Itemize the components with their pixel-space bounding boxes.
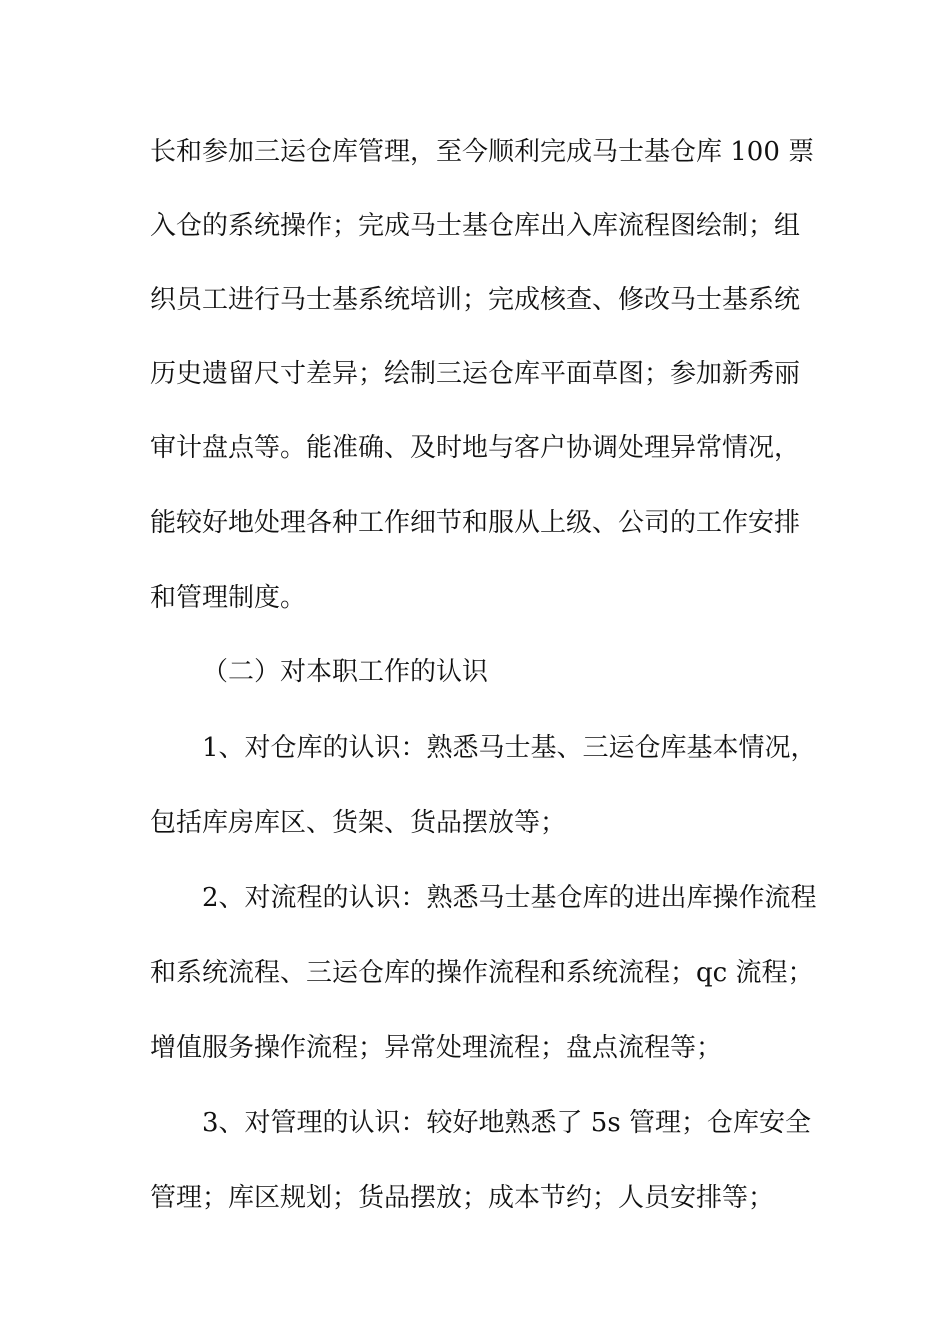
paragraph-line: 管理；库区规划；货品摆放；成本节约；人员安排等； — [150, 1183, 775, 1213]
section-heading: （二）对本职工作的认识 — [202, 657, 489, 687]
paragraph-line: 和管理制度。 — [150, 583, 307, 613]
paragraph-line: 历史遗留尺寸差异；绘制三运仓库平面草图；参加新秀丽 — [150, 359, 801, 389]
paragraph-line: 能较好地处理各种工作细节和服从上级、公司的工作安排 — [150, 508, 801, 538]
paragraph-line: 3、对管理的认识：较好地熟悉了 5s 管理；仓库安全 — [202, 1108, 811, 1138]
paragraph-line: 审计盘点等。能准确、及时地与客户协调处理异常情况， — [150, 433, 801, 463]
paragraph-line: 包括库房库区、货架、货品摆放等； — [150, 808, 567, 838]
paragraph-line: 织员工进行马士基系统培训；完成核查、修改马士基系统 — [150, 285, 801, 315]
paragraph-line: 增值服务操作流程；异常处理流程；盘点流程等； — [150, 1033, 723, 1063]
paragraph-line: 和系统流程、三运仓库的操作流程和系统流程；qc 流程； — [150, 958, 814, 988]
paragraph-line: 1、对仓库的认识：熟悉马士基、三运仓库基本情况， — [202, 733, 817, 763]
paragraph-line: 入仓的系统操作；完成马士基仓库出入库流程图绘制；组 — [150, 211, 801, 241]
paragraph-line: 长和参加三运仓库管理，至今顺利完成马士基仓库 100 票 — [150, 137, 815, 167]
paragraph-line: 2、对流程的认识：熟悉马士基仓库的进出库操作流程 — [202, 883, 817, 913]
